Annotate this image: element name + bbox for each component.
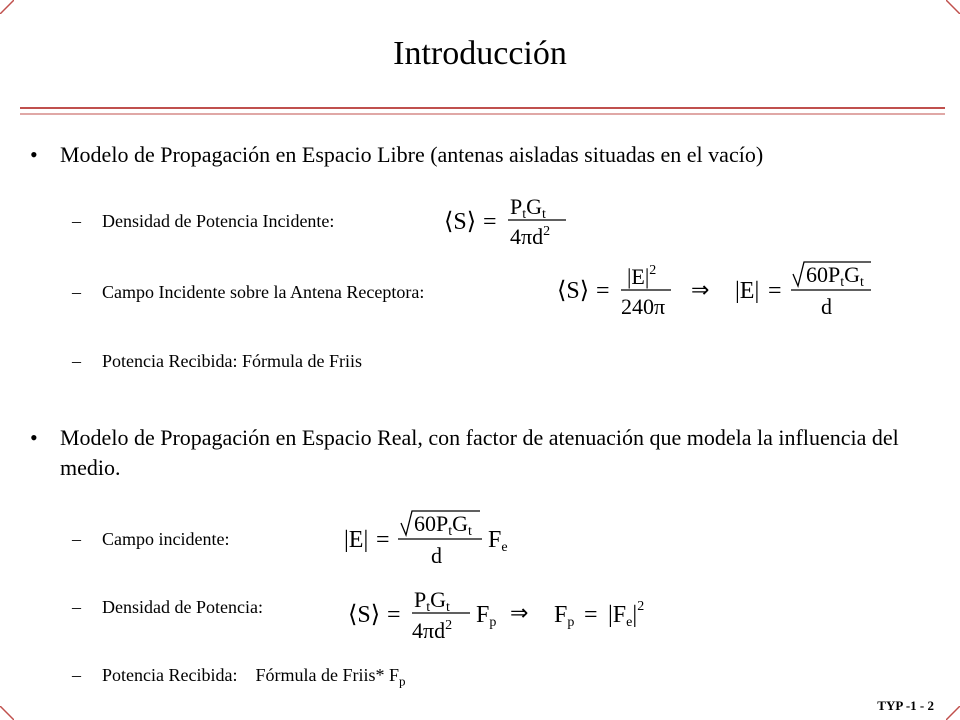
sub-item-text bbox=[102, 664, 405, 693]
subscript-p: p bbox=[398, 673, 406, 689]
svg-text:⇒: ⇒ bbox=[510, 600, 529, 625]
dash-marker: – bbox=[72, 665, 81, 685]
svg-text:d: d bbox=[431, 543, 442, 568]
svg-text:d: d bbox=[821, 294, 832, 319]
dash-marker: – bbox=[72, 211, 81, 231]
sub-item-main-text: Potencia Recibida: Fórmula de Friis* F bbox=[102, 665, 399, 685]
svg-text:4πd2: $4\pi d^2$ bbox=[412, 618, 453, 643]
svg-text:4πd2: $4\pi d^2$ bbox=[510, 224, 551, 249]
bullet-text: Modelo de Propagación en Espacio Real, con factor de atenuación que modela la influencia del medio. bbox=[60, 425, 899, 480]
svg-text:PtGt: PtGt bbox=[510, 194, 546, 222]
svg-text:=: = bbox=[584, 602, 598, 628]
formula-incident-field bbox=[553, 254, 883, 325]
corner-line-top-right bbox=[946, 0, 960, 14]
corner-line-bottom-left bbox=[0, 706, 14, 720]
dash-marker: – bbox=[72, 282, 81, 302]
svg-text:|E|: |E| bbox=[344, 527, 369, 553]
svg-text:240π: 240π bbox=[621, 294, 666, 319]
svg-text:⟨S⟩: ⟨S⟩ bbox=[348, 602, 381, 628]
svg-text:PtGt: PtGt bbox=[414, 587, 450, 615]
formula-incident-field-real bbox=[318, 503, 518, 574]
bullet-text: Modelo de Propagación en Espacio Libre (antenas aisladas situadas en el vacío) bbox=[60, 142, 764, 167]
sub-item-text: Potencia Recibida: Fórmula de Friis bbox=[102, 351, 362, 371]
svg-text:|E|: |E| bbox=[735, 278, 760, 304]
svg-text:60PtGt: 60PtGt bbox=[414, 511, 472, 539]
slide-number: TYP -1 - 2 bbox=[877, 698, 934, 713]
corner-line-top-left bbox=[0, 0, 14, 14]
sub-item-text: Campo Incidente sobre la Antena Receptora: bbox=[102, 282, 425, 302]
page-title: Introducción bbox=[393, 35, 567, 72]
svg-text:60PtGt: 60PtGt bbox=[806, 262, 864, 290]
svg-text:⟨S⟩: ⟨S⟩ bbox=[444, 209, 477, 235]
svg-text:=: = bbox=[596, 278, 610, 304]
svg-text:=: = bbox=[376, 527, 390, 553]
svg-text:Fp: Fp bbox=[554, 602, 575, 630]
formula-power-density bbox=[440, 192, 570, 255]
svg-text:⟨S⟩: ⟨S⟩ bbox=[557, 278, 590, 304]
svg-text:⇒: ⇒ bbox=[691, 277, 710, 302]
bullet-marker: • bbox=[30, 142, 38, 167]
sub-item-text: Densidad de Potencia Incidente: bbox=[102, 211, 335, 231]
svg-text:=: = bbox=[387, 602, 401, 628]
svg-text:Fp: Fp bbox=[476, 602, 497, 630]
svg-text:=: = bbox=[483, 209, 497, 235]
svg-text:=: = bbox=[768, 278, 782, 304]
sub-item-text: Campo incidente: bbox=[102, 529, 230, 549]
svg-text:|E|2: $|E|^2$ bbox=[627, 263, 657, 289]
bullet-marker: • bbox=[30, 425, 38, 450]
dash-marker: – bbox=[72, 351, 81, 371]
svg-text:|Fe|2: $|Fe|^2$ bbox=[608, 599, 645, 630]
title-underline bbox=[20, 105, 945, 117]
corner-line-bottom-right bbox=[946, 706, 960, 720]
svg-text:Fe: Fe bbox=[488, 527, 508, 555]
sub-item-text: Densidad de Potencia: bbox=[102, 597, 263, 617]
dash-marker: – bbox=[72, 597, 81, 617]
formula-power-density-real bbox=[340, 578, 660, 649]
dash-marker: – bbox=[72, 529, 81, 549]
